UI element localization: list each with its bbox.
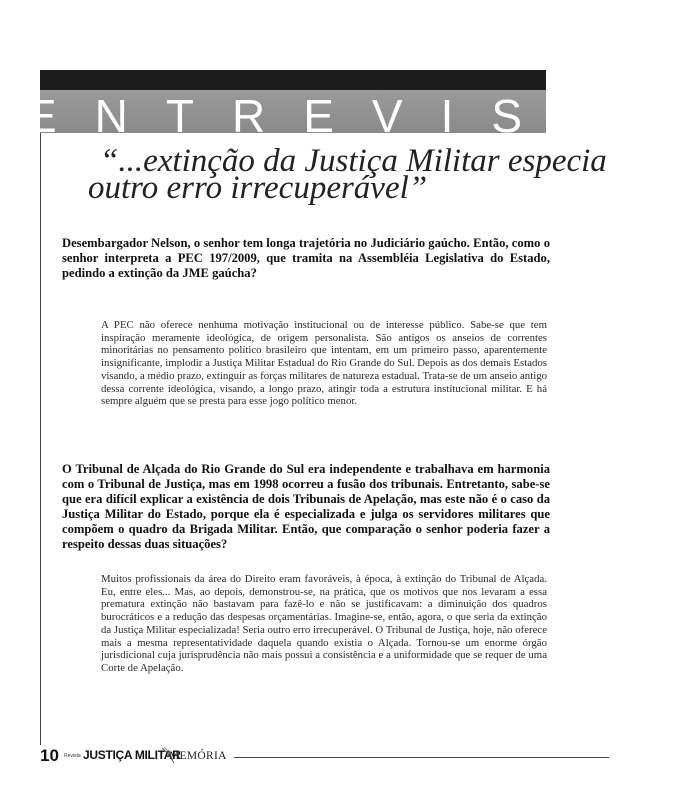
- magazine-section: MEMÓRIA: [169, 750, 227, 762]
- footer-rule: [234, 757, 609, 758]
- header-black-bar: [40, 70, 546, 90]
- magazine-name: JUSTIÇA MILITAR: [83, 748, 181, 762]
- question-1: Desembargador Nelson, o senhor tem longa trajetória no Judiciário gaúcho. Então, como o senhor interpreta a PEC 197/2009, que tramita na Assembléia Legislativa do Estado, pedindo a extinção da JME gaúcha?: [62, 236, 550, 280]
- section-label: ENTREVISTA: [26, 90, 691, 142]
- question-2: O Tribunal de Alçada do Rio Grande do Sul era independente e trabalhava em harmonia com o Tribunal de Justiça, mas em 1998 ocorreu a fusão dos tribunais. Entretanto, sabe-se que era difícil explicar a existência de dois Tribunais de Apelação, mas este não é o caso da Justiça Militar do Estado, porque ela é especializada e julga os servidores militares que compõem o quadro da Brigada Militar. Então, que comparação o senhor poderia fazer a respeito dessas duas situações?: [62, 462, 550, 551]
- page-footer: [40, 743, 609, 765]
- headline: [88, 143, 609, 206]
- headline-line-2: outro erro irrecuperável”: [88, 170, 428, 206]
- section-banner: [26, 90, 691, 142]
- answer-2: Muitos profissionais da área do Direito eram favoráveis, à época, à extinção do Tribunal de Alçada. Eu, entre eles... Mas, ao depois, demonstrou-se, na prática, que os motivos que nos levaram a essa prematura extinção não bastavam para fazê-lo e não se justificavam: a diminuição dos quadros burocráticos e a redução das despesas orçamentárias. Imagine-se, então, agora, o que seria da extinção da Justiça Militar especializada! Seria outro erro irrecuperável. O Tribunal de Justiça, hoje, não oferece mais a mesma representatividade daquela quando existia o Alçada. Tornou-se um enorme órgão jurisdicional cuja jurisprudência não mais possui a consistência e a uniformidade que se requer de uma Corte de Apelação.: [101, 573, 547, 674]
- magazine-small-label: Revista: [64, 753, 81, 759]
- headline-line-1: “...extinção da Justiça Militar especia: [100, 143, 607, 179]
- answer-1: A PEC não oferece nenhuma motivação institucional ou de interesse público. Sabe-se que tem inspiração meramente ideológica, de origem personalista. São antigos os anseios de correntes minoritárias no pensamento político brasileiro que intentam, em um primeiro passo, aparentemente insignificante, implodir a Justiça Militar Estadual do Rio Grande do Sul. Depois as dos demais Estados visando, a médio prazo, extinguir as forças militares de natureza estadual. Trata-se de um anseio antigo dessa corrente ideológica, visando, a longo prazo, atingir toda a estrutura institucional militar. E há sempre alguém que se presta para esse jogo político menor.: [101, 319, 547, 408]
- left-margin-rule: [40, 70, 41, 745]
- page-number: 10: [40, 746, 59, 765]
